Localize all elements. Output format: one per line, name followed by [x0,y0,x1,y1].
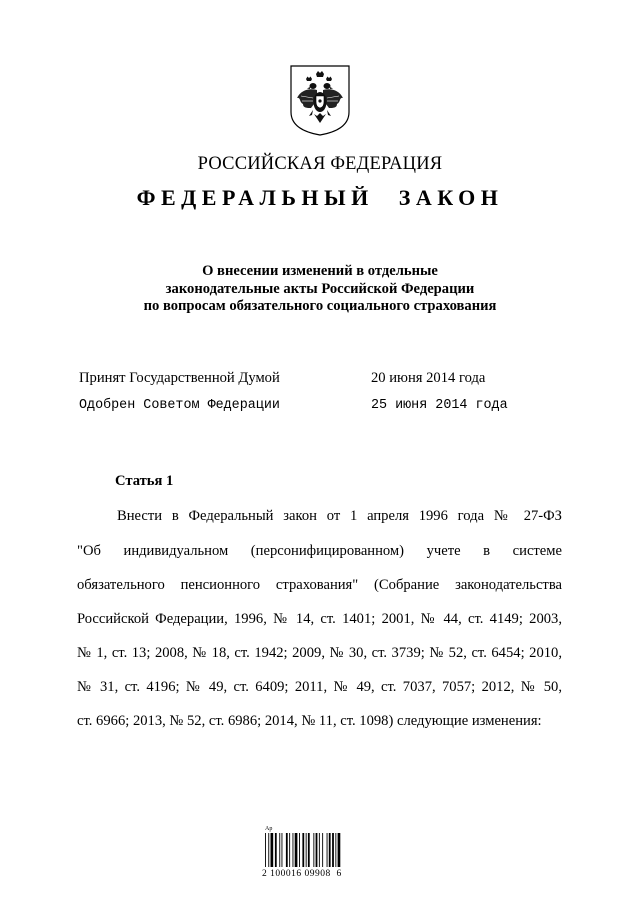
barcode-bar [306,833,307,867]
council-approval-date: 25 июня 2014 года [371,398,508,413]
barcode-number: 2 100016 09908 6 [262,869,342,879]
barcode-bar [322,833,323,867]
barcode-bar [279,833,280,867]
law-title-line: по вопросам обязательного социального страхования [143,298,497,314]
barcode-bar [275,833,277,867]
barcode-bar [282,833,283,867]
law-title-line: законодательные акты Российской Федерации [165,280,475,297]
article-text-line: "Об индивидуальном (персонифицированном) учете в системе [77,543,562,559]
barcode-bar [335,833,336,867]
barcode-bar [338,833,341,867]
barcode-bar [332,833,334,867]
article-text-line: обязательного пенсионного страхования" (Собрание законодательства [77,577,562,593]
barcode-bar [271,833,274,867]
barcode-bar [329,833,331,867]
law-title [0,263,640,316]
coat-of-arms-emblem [289,64,351,137]
barcode-label: Ap [265,826,273,832]
duma-adoption-label: Принят Государственной Думой [79,370,280,386]
barcode-bar [293,833,294,867]
barcode-bar [327,833,328,867]
barcode-bar [265,833,266,867]
barcode-bar [319,833,320,867]
barcode-bar [289,833,290,867]
council-approval-label: Одобрен Советом Федерации [79,398,280,413]
article-text-line: № 31, ст. 4196; № 49, ст. 6409; 2011, № 49, ст. 7037, 7057; 2012, № 50, [77,679,562,695]
barcode-bar [316,833,318,867]
duma-adoption-date: 20 июня 2014 года [371,370,486,386]
country-heading: РОССИЙСКАЯ ФЕДЕРАЦИЯ [197,154,443,174]
document-type-heading: ФЕДЕРАЛЬНЫЙ ЗАКОН [136,185,504,210]
article-text-line: Внести в Федеральный закон от 1 апреля 1996 года № 27-ФЗ [117,508,562,524]
article-heading: Статья 1 [115,473,174,489]
barcode-bar [313,833,314,867]
barcode-bar [295,833,298,867]
article-text-line: ст. 6966; 2013, № 52, ст. 6986; 2014, № 11, ст. 1098) следующие изменения: [77,713,542,729]
article-text-line: № 1, ст. 13; 2008, № 18, ст. 1942; 2009, № 30, ст. 3739; № 52, ст. 6454; 2010, [77,645,562,661]
barcode-bar [308,833,310,867]
law-title-line: О внесении изменений в отдельные [202,263,438,279]
barcode-bar [268,833,269,867]
barcode-bar [302,833,304,867]
barcode-bar [286,833,288,867]
article-text-line: Российской Федерации, 1996, № 14, ст. 1401; 2001, № 44, ст. 4149; 2003, [77,611,562,627]
barcode-bar [299,833,300,867]
